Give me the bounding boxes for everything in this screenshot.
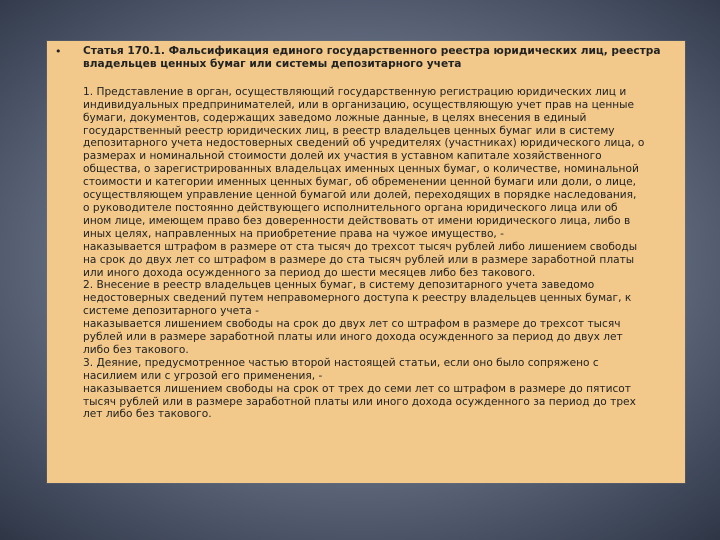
article-title: Статья 170.1. Фальсификация единого государственного реестра юридических лиц, реестра владельцев ценных бумаг или системы депозитарного учета bbox=[83, 45, 661, 70]
article-text-block bbox=[83, 45, 679, 421]
bullet-marker: • bbox=[55, 45, 62, 58]
slide-content-panel bbox=[47, 41, 685, 483]
article-body: 1. Представление в орган, осуществляющий государственную регистрацию юридических лиц и индивидуальных предпринимателей, или в организацию, осуществляющую учет прав на ценные бумаги, документов, содержащих заведомо ложные данные, в целях внесения в единый государственный реестр юридических лиц, в реестр владельцев ценных бумаг или в систему депозитарного учета недостоверных сведений об учредителях (участниках) юридического лица, о размерах и номинальной стоимости долей их участия в уставном капитале хозяйственного общества, о зарегистрированных владельцах именных ценных бумаг, о количестве, номинальной стоимости и категории именных ценных бумаг, об обременении ценной бумаги или доли, о лице, осуществляющем управление ценной бумагой или долей, переходящих в порядке наследования, о руководителе постоянно действующего исполнительного органа юридического лица или об ином лице, имеющем право без доверенности действовать от имени юридического лица, либо в иных целях, направленных на приобретение права на чужое имущество, - наказывается штрафом в размере от ста тысяч до трехсот тысяч рублей либо лишением свободы на срок до двух лет со штрафом в размере до ста тысяч рублей или в размере заработной платы или иного дохода осужденного за период до шести месяцев либо без такового. 2. Внесение в реестр владельцев ценных бумаг, в систему депозитарного учета заведомо недостоверных сведений путем неправомерного доступа к реестру владельцев ценных бумаг, к системе депозитарного учета - наказывается лишением свободы на срок до двух лет со штрафом в размере до трехсот тысяч рублей или в размере заработной платы или иного дохода осужденного за период до двух лет либо без такового. 3. Деяние, предусмотренное частью второй настоящей статьи, если оно было сопряжено с насилием или с угрозой его применения, - наказывается лишением свободы на срок от трех до семи лет со штрафом в размере до пятисот тысяч рублей или в размере заработной платы или иного дохода осужденного за период до трех лет либо без такового. bbox=[83, 85, 645, 421]
